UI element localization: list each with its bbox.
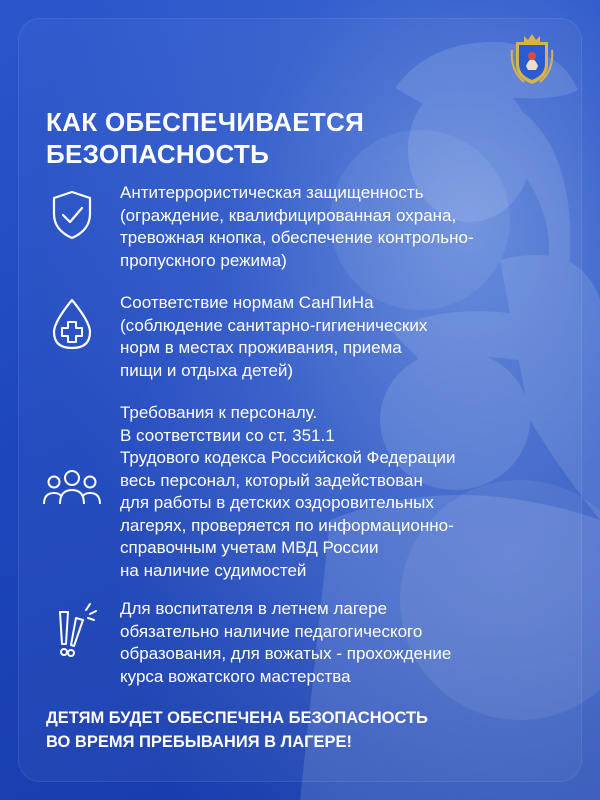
- item-text: Для воспитателя в летнем лагере обязательно наличие педагогического образования, для вожатых - прохождение курса вожатского мастерства: [120, 599, 452, 686]
- item-text: Антитеррористическая защищенность (ограждение, квалифицированная охрана, тревожная кнопка, обеспечение контрольно- пропускного режима): [120, 183, 474, 270]
- shield-check-icon: [40, 182, 104, 246]
- page-title: КАК ОБЕСПЕЧИВАЕТСЯ БЕЗОПАСНОСТЬ: [46, 107, 365, 169]
- people-group-icon: [40, 456, 104, 520]
- exclamation-marks-icon: [40, 598, 104, 662]
- footer-callout: ДЕТЯМ БУДЕТ ОБЕСПЕЧЕНА БЕЗОПАСНОСТЬ ВО ВРЕМЯ ПРЕБЫВАНИЯ В ЛАГЕРЕ!: [46, 709, 428, 751]
- coat-of-arms-emblem: [510, 30, 554, 86]
- item-text: Требования к персоналу. В соответствии со ст. 351.1 Трудового кодекса Российской Федерации весь персонал, который задействован для работы в детских оздоровительных лагерях, проверяется по информационно- справочным учетам МВД России на наличие судимостей: [120, 403, 456, 580]
- item-text: Соответствие нормам СанПиНа (соблюдение санитарно-гигиенических норм в местах проживания, приема пищи и отдыха детей): [120, 293, 428, 380]
- drop-cross-icon: [40, 292, 104, 356]
